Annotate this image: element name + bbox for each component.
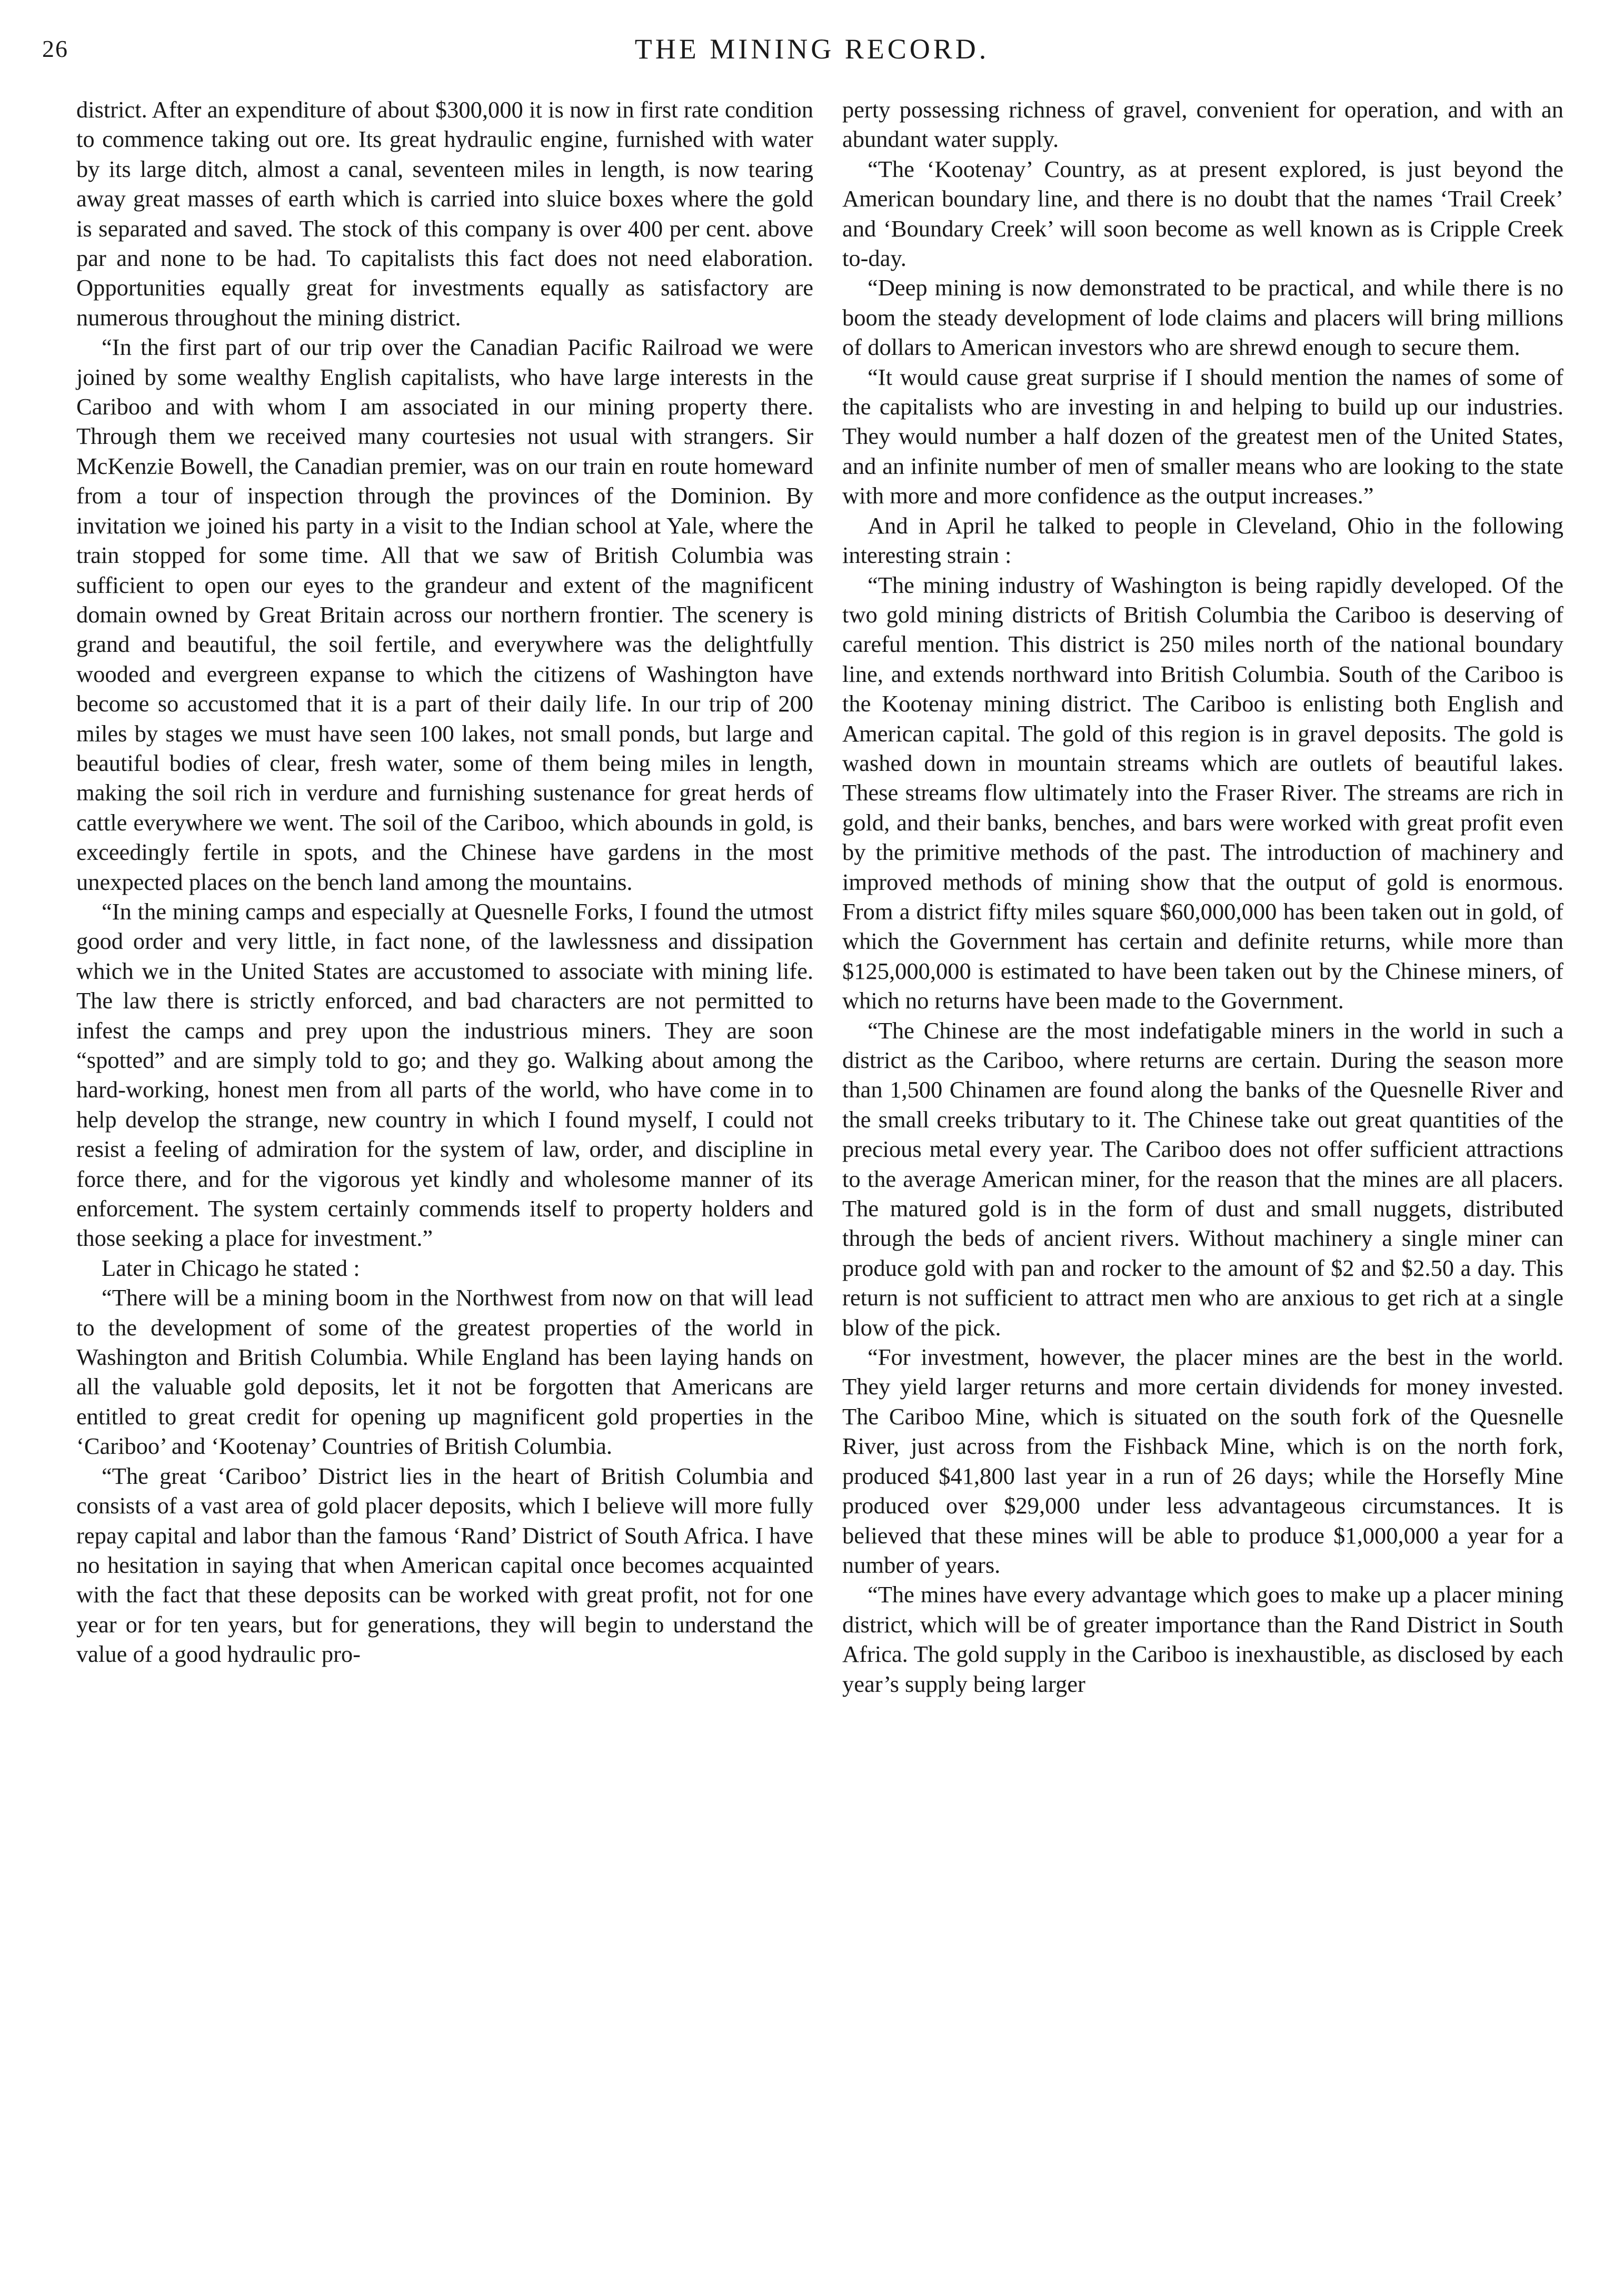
running-head-title: THE MINING RECORD. xyxy=(634,33,990,65)
paragraph: “It would cause great surprise if I should mention the names of some of the capitalists who are investing in and helping to build up our industries. They would number a half dozen of the greatest men of the United States, and an infinite number of men of smaller means who are looking to the state with more and more confidence as the output increases.” xyxy=(842,363,1563,509)
right-column xyxy=(842,95,1563,1699)
paragraph: district. After an expenditure of about $300,000 it is now in first rate condition to commence taking out ore. Its great hydraulic engine, furnished with water by its large ditch, almost a canal, seventeen miles in length, is now tearing away great masses of earth which is carried into sluice boxes where the gold is separated and saved. The stock of this company is over 400 per cent. above par and none to be had. To capitalists this fact does not need elaboration. Opportunities equally great for investments equally as satisfactory are numerous throughout the mining district. xyxy=(76,96,813,331)
paragraph: “For investment, however, the placer mines are the best in the world. They yield larger returns and more certain dividends for money invested. The Cariboo Mine, which is situated on the south fork of the Quesnelle River, just across from the Fishback Mine, which is on the north fork, produced $41,800 last year in a run of 26 days; while the Horsefly Mine produced over $29,000 under less advantageous circumstances. It is believed that these mines will be able to produce $1,000,000 a year for a number of years. xyxy=(842,1344,1563,1578)
paragraph: perty possessing richness of gravel, convenient for operation, and with an abundant water supply. xyxy=(842,96,1563,153)
page-number: 26 xyxy=(42,35,68,62)
paragraph: “The mines have every advantage which goes to make up a placer mining district, which will be of greater importance than the Rand District in South Africa. The gold supply in the Cariboo is inexhaustible, as disclosed by each year’s supply being larger xyxy=(842,1581,1563,1697)
paragraph: “The Chinese are the most indefatigable miners in the world in such a district as the Cariboo, where returns are certain. During the season more than 1,500 Chinamen are found along the banks of the Quesnelle River and the small creeks tributary to it. The Chinese take out great quantities of the precious metal every year. The Cariboo does not offer sufficient attractions to the average American miner, for the reason that the mines are all placers. The matured gold is in the form of dust and small nuggets, distributed through the beds of ancient rivers. Without machinery a single miner can produce gold with pan and rocker to the amount of $2 and $2.50 a day. This return is not sufficient to attract men who are anxious to get rich at a single blow of the pick. xyxy=(842,1017,1563,1341)
paragraph: “There will be a mining boom in the Northwest from now on that will lead to the development of some of the greatest properties of the world in Washington and British Columbia. While England has been laying hands on all the valuable gold deposits, let it not be forgotten that Americans are entitled to great credit for opening up magnificent gold properties in the ‘Cariboo’ and ‘Kootenay’ Countries of British Columbia. xyxy=(76,1284,813,1460)
paragraph: “The mining industry of Washington is being rapidly developed. Of the two gold mining districts of British Columbia the Cariboo is deserving of careful mention. This district is 250 miles north of the national boundary line, and extends northward into British Columbia. South of the Cariboo is the Kootenay mining district. The Cariboo is enlisting both English and American capital. The gold of this region is in gravel deposits. The gold is washed down in mountain streams which are outlets of beautiful lakes. These streams flow ultimately into the Fraser River. The streams are rich in gold, and their banks, benches, and bars were worked with great profit even by the primitive methods of the past. The introduction of machinery and improved methods of mining show that the output of gold is enormous. From a district fifty miles square $60,000,000 has been taken out in gold, of which the Government has certain and definite returns, while more than $125,000,000 is estimated to have been taken out by the Chinese miners, of which no returns have been made to the Government. xyxy=(842,571,1563,1014)
paragraph: Later in Chicago he stated : xyxy=(102,1254,360,1281)
paragraph: “In the mining camps and especially at Quesnelle Forks, I found the utmost good order and very little, in fact none, of the lawlessness and dissipation which we in the United States are accustomed to associate with mining life. The law there is strictly enforced, and bad characters are not permitted to infest the camps and prey upon the industrious miners. They are soon “spotted” and are simply told to go; and they go. Walking about among the hard-working, honest men from all parts of the world, who have come in to help develop the strange, new country in which I found myself, I could not resist a feeling of admiration for the system of law, order, and discipline in force there, and for the vigorous yet kindly and wholesome manner of its enforcement. The system certainly commends itself to property holders and those seeking a place for investment.” xyxy=(76,898,813,1252)
left-column xyxy=(76,95,813,1669)
paragraph: “Deep mining is now demonstrated to be practical, and while there is no boom the steady development of lode claims and placers will bring millions of dollars to American investors who are shrewd enough to secure them. xyxy=(842,274,1563,361)
paragraph: “In the first part of our trip over the Canadian Pacific Railroad we were joined by some wealthy English capitalists, who have large interests in the Cariboo and with whom I am associated in our mining property there. Through them we received many courtesies not usual with strangers. Sir McKenzie Bowell, the Canadian premier, was on our train en route homeward from a tour of inspection through the provinces of the Dominion. By invitation we joined his party in a visit to the Indian school at Yale, where the train stopped for some time. All that we saw of British Columbia was sufficient to open our eyes to the grandeur and extent of the magnificent domain owned by Great Britain across our northern frontier. The scenery is grand and beautiful, the soil fertile, and everywhere was the delightfully wooded and evergreen expanse to which the citizens of Washington have become so accustomed that it is a part of their daily life. In our trip of 200 miles by stages we must have seen 100 lakes, not small ponds, but large and beautiful bodies of clear, fresh water, some of them being miles in length, making the soil rich in verdure and furnishing sustenance for great herds of cattle everywhere we went. The soil of the Cariboo, which abounds in gold, is exceedingly fertile in spots, and the Chinese have gardens in the most unexpected places on the bench land among the mountains. xyxy=(76,334,813,895)
paragraph: “The ‘Kootenay’ Country, as at present explored, is just beyond the American boundary line, and there is no doubt that the names ‘Trail Creek’ and ‘Boundary Creek’ will soon become as well known as is Cripple Creek to-day. xyxy=(842,155,1563,272)
paragraph: “The great ‘Cariboo’ District lies in the heart of British Columbia and consists of a vast area of gold placer deposits, which I believe will more fully repay capital and labor than the famous ‘Rand’ District of South Africa. I have no hesitation in saying that when American capital once becomes acquainted with the fact that these deposits can be worked with great profit, not for one year or for ten years, but for generations, they will begin to understand the value of a good hydraulic pro- xyxy=(76,1462,813,1668)
paragraph: And in April he talked to people in Cleveland, Ohio in the following interesting strain : xyxy=(842,512,1563,569)
